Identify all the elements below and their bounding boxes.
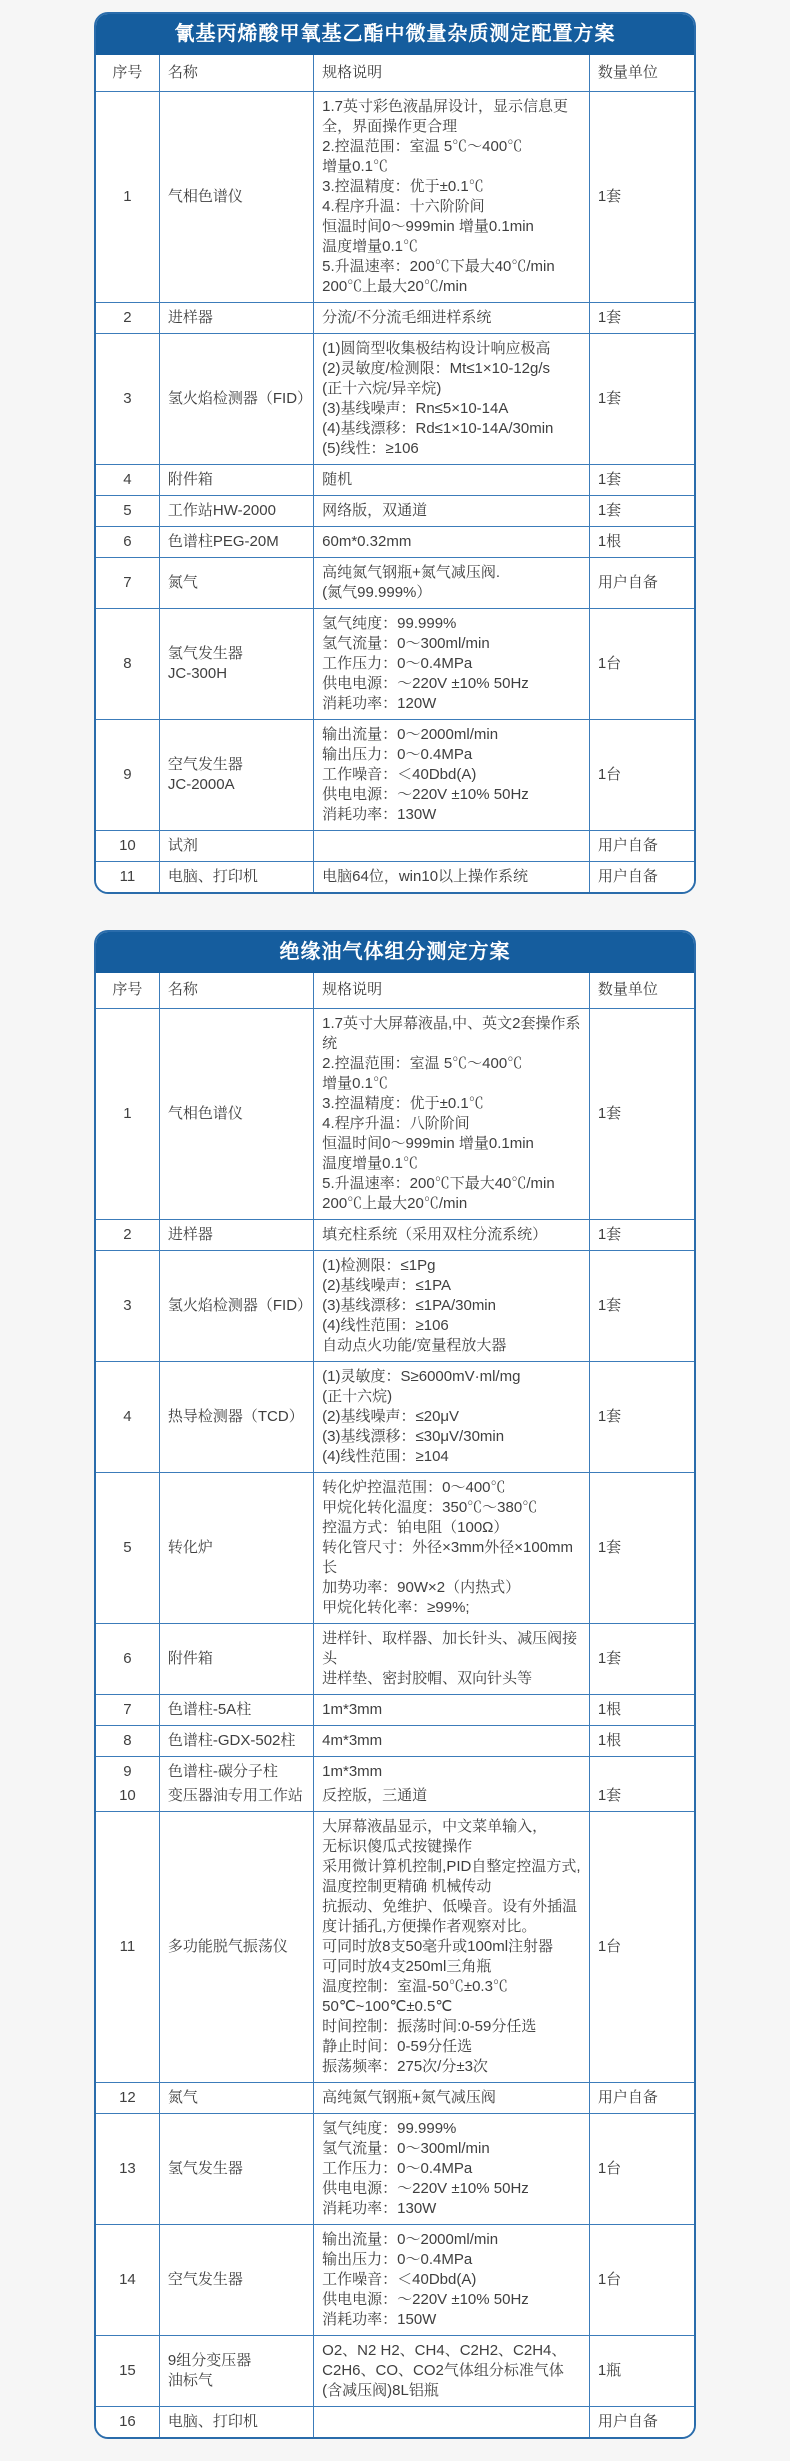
spec-line: 工作压力：0～0.4MPa — [322, 654, 473, 672]
bottom-spacer — [0, 2439, 790, 2461]
cell-index: 11 — [96, 1812, 159, 2083]
cell-quantity: 1套 — [589, 333, 694, 464]
spec-line: 消耗功率：130W — [322, 2200, 437, 2217]
cell-name — [159, 2336, 313, 2407]
name-line: 氢火焰检测器（FID） — [167, 389, 313, 407]
cell-quantity: 1根 — [589, 526, 694, 557]
spec-line: 4m*3mm — [322, 1732, 383, 1749]
cell-quantity: 用户自备 — [589, 2083, 694, 2114]
name-line: 色谱柱-5A柱 — [167, 1701, 252, 1718]
spec-line: 温度增量0.1℃ — [322, 1155, 419, 1172]
cell-quantity: 1根 — [589, 1726, 694, 1757]
cell-spec — [314, 719, 590, 830]
spec-line: 1m*3mm — [322, 1701, 383, 1718]
spec-line: 反控版，三通道 — [322, 1787, 428, 1804]
spec-line: 工作噪音：＜40Dbd(A) — [322, 765, 477, 783]
spec-line: 恒温时间0～999min 增量0.1min — [322, 1135, 534, 1152]
cell-name — [159, 2083, 313, 2114]
spec-line: 2.控温范围：室温 5℃～400℃ — [322, 1055, 523, 1072]
cell-spec — [314, 2407, 590, 2438]
spec-line: 氢气纯度：99.999% — [322, 614, 457, 632]
cell-quantity: 1台 — [589, 2114, 694, 2225]
column-header: 数量单位 — [589, 55, 694, 91]
cell-name — [159, 1220, 313, 1251]
spec-line: 3.控温精度：优于±0.1℃ — [322, 177, 484, 195]
cell-quantity: 1根 — [589, 1695, 694, 1726]
spec-line: 4.程序升温：十六阶阶间 — [322, 197, 485, 215]
column-header: 序号 — [96, 973, 159, 1009]
spec-line: (氮气99.999%） — [322, 583, 432, 601]
name-line: 空气发生器 — [167, 2271, 243, 2288]
spec-line: 氢气流量：0～300ml/min — [322, 2140, 490, 2157]
name-line: 试剂 — [167, 836, 198, 854]
cell-name — [159, 1473, 313, 1624]
column-header: 数量单位 — [589, 973, 694, 1009]
spec-line: 自动点火功能/宽量程放大器 — [322, 1337, 507, 1354]
spec-line: 1.7英寸彩色液晶屏设计，显示信息更全，界面操作更合理 — [322, 97, 569, 135]
table-row — [96, 333, 694, 464]
table-title: 氰基丙烯酸甲氧基乙酯中微量杂质测定配置方案 — [96, 14, 694, 55]
spec-line: (4)线性范围：≥104 — [322, 1448, 449, 1465]
cell-spec — [314, 495, 590, 526]
spec-line: O2、N2 H2、CH4、C2H2、C2H4、C2H6、CO、CO2气体组分标准气体(含减压阀)8L铝瓶 — [322, 2342, 567, 2399]
spec-line: 氢气纯度：99.999% — [322, 2120, 457, 2137]
spec-line: 甲烷化转化率：≥99%; — [322, 1599, 470, 1616]
cell-index: 15 — [96, 2336, 159, 2407]
cell-quantity: 1台 — [589, 2225, 694, 2336]
cell-quantity: 1套 — [589, 91, 694, 302]
table-row — [96, 91, 694, 302]
spec-line: 加势功率：90W×2（内热式） — [322, 1579, 521, 1596]
name-line: 氮气 — [167, 2089, 198, 2106]
spec-line: 4.程序升温：八阶阶间 — [322, 1115, 470, 1132]
table-row — [96, 1757, 694, 1785]
table-row — [96, 861, 694, 892]
cell-spec — [314, 557, 590, 608]
column-header: 规格说明 — [314, 55, 590, 91]
spec-line: 转化炉控温范围：0～400℃ — [322, 1479, 506, 1496]
spec-line: (正十六烷/异辛烷) — [322, 379, 442, 397]
cell-quantity: 用户自备 — [589, 861, 694, 892]
cell-index: 3 — [96, 1251, 159, 1362]
cell-name — [159, 1362, 313, 1473]
cell-spec — [314, 861, 590, 892]
name-line: 色谱柱-碳分子柱 — [167, 1763, 278, 1780]
cell-index: 7 — [96, 557, 159, 608]
spec-line: (3)基线漂移：≤1PA/30min — [322, 1297, 496, 1314]
cell-index: 10 — [96, 1784, 159, 1812]
spec-line: 60m*0.32mm — [322, 532, 412, 550]
cell-index: 16 — [96, 2407, 159, 2438]
cell-quantity: 1套 — [589, 1784, 694, 1812]
spec-line: 输出流量：0～2000ml/min — [322, 725, 499, 743]
name-line: 氮气 — [167, 573, 198, 591]
name-line: 气相色谱仪 — [167, 1105, 243, 1122]
cell-name — [159, 719, 313, 830]
cell-spec — [314, 1220, 590, 1251]
spec-line: (2)灵敏度/检测限：Mt≤1×10-12g/s — [322, 359, 551, 377]
cell-index: 9 — [96, 719, 159, 830]
name-line: 气相色谱仪 — [167, 187, 243, 205]
name-line: 热导检测器（TCD） — [167, 1408, 304, 1425]
spec-line: 温度控制：室温-50℃±0.3℃ — [322, 1978, 508, 1995]
table-row — [96, 1624, 694, 1695]
spec-line: (4)线性范围：≥106 — [322, 1317, 449, 1334]
name-line: 进样器 — [167, 1226, 213, 1243]
cell-index: 11 — [96, 861, 159, 892]
name-line: 空气发生器 — [167, 755, 243, 773]
spec-line: 输出压力：0～0.4MPa — [322, 745, 473, 763]
spec-line: 转化管尺寸：外径×3mm外径×100mm长 — [322, 1539, 574, 1576]
spec-line: (4)基线漂移：Rd≤1×10-14A/30min — [322, 419, 554, 437]
spec-line: (2)基线噪声：≤1PA — [322, 1277, 451, 1294]
page — [0, 12, 790, 2461]
spec-line: 200℃上最大20℃/min — [322, 1195, 468, 1212]
name-line: 色谱柱PEG-20M — [167, 532, 279, 550]
table-row — [96, 2225, 694, 2336]
cell-name — [159, 495, 313, 526]
cell-name — [159, 1757, 313, 1785]
spec-line: 供电电源：～220V ±10% 50Hz — [322, 2291, 529, 2308]
cell-spec — [314, 333, 590, 464]
name-line: 多功能脱气振荡仪 — [167, 1938, 288, 1955]
cell-quantity: 1套 — [589, 1362, 694, 1473]
cell-name — [159, 526, 313, 557]
cell-index: 1 — [96, 1009, 159, 1220]
cell-index: 2 — [96, 302, 159, 333]
cell-index: 6 — [96, 526, 159, 557]
cell-spec — [314, 1726, 590, 1757]
spec-line: 温度控制更精确 机械传动 — [322, 1878, 492, 1895]
name-line: 转化炉 — [167, 1539, 213, 1556]
cell-name — [159, 464, 313, 495]
spec-line: 分流/不分流毛细进样系统 — [322, 308, 492, 326]
spec-line: 2.控温范围：室温 5℃～400℃ — [322, 137, 523, 155]
spec-line: 进样针、取样器、加长针头、减压阀接头 — [322, 1630, 578, 1667]
name-line: JC-300H — [167, 664, 228, 682]
table-row — [96, 526, 694, 557]
header-row — [96, 973, 694, 1009]
spec-line: (1)检测限：≤1Pg — [322, 1257, 436, 1274]
table-row — [96, 719, 694, 830]
cell-quantity: 用户自备 — [589, 2407, 694, 2438]
cell-quantity: 1套 — [589, 302, 694, 333]
spec-line: 消耗功率：130W — [322, 805, 437, 823]
cell-index: 8 — [96, 1726, 159, 1757]
cell-name — [159, 1624, 313, 1695]
cell-quantity: 1套 — [589, 1473, 694, 1624]
table-row — [96, 1695, 694, 1726]
name-line: 变压器油专用工作站 — [167, 1787, 303, 1804]
spec-line: 控温方式：铂电阻（100Ω） — [322, 1519, 509, 1536]
name-line: 色谱柱-GDX-502柱 — [167, 1732, 296, 1749]
cell-spec — [314, 830, 590, 861]
name-line: 电脑、打印机 — [167, 867, 258, 885]
cell-quantity: 1瓶 — [589, 2336, 694, 2407]
cell-index: 10 — [96, 830, 159, 861]
cell-spec — [314, 1757, 590, 1785]
table-row — [96, 1726, 694, 1757]
cell-spec — [314, 464, 590, 495]
cell-index: 8 — [96, 608, 159, 719]
name-line: JC-2000A — [167, 775, 235, 793]
spec-line: 1.7英寸大屏幕液晶,中、英文2套操作系统 — [322, 1015, 581, 1052]
cell-spec — [314, 1362, 590, 1473]
cell-name — [159, 830, 313, 861]
name-line: 氢气发生器 — [167, 644, 243, 662]
spec-line: (1)圆筒型收集极结构设计响应极高 — [322, 339, 551, 357]
cell-spec — [314, 608, 590, 719]
spec-line: 工作压力：0～0.4MPa — [322, 2160, 473, 2177]
cell-quantity: 1套 — [589, 1624, 694, 1695]
cell-quantity: 用户自备 — [589, 830, 694, 861]
spec-line: 电脑64位，win10以上操作系统 — [322, 867, 529, 885]
cell-quantity: 1台 — [589, 1812, 694, 2083]
spec-line: 消耗功率：150W — [322, 2311, 437, 2328]
spec-line: 大屏幕液晶显示，中文菜单输入， — [322, 1818, 548, 1835]
spec-line: 供电电源：～220V ±10% 50Hz — [322, 2180, 529, 2197]
cell-name — [159, 2225, 313, 2336]
spec-line: 5.升温速率：200℃下最大40℃/min — [322, 257, 555, 275]
table-row — [96, 1812, 694, 2083]
cell-name — [159, 1726, 313, 1757]
name-line: 电脑、打印机 — [167, 2413, 258, 2430]
spec-line: 采用微计算机控制,PID自整定控温方式, — [322, 1858, 581, 1875]
cell-quantity: 1套 — [589, 464, 694, 495]
column-header: 序号 — [96, 55, 159, 91]
cell-name — [159, 91, 313, 302]
spec-line: 时间控制：振荡时间:0-59分任选 — [322, 2018, 537, 2035]
table-row — [96, 1009, 694, 1220]
cell-spec — [314, 2336, 590, 2407]
table-panel-impurity-plan — [94, 12, 696, 894]
spec-line: 200℃上最大20℃/min — [322, 277, 468, 295]
table-row — [96, 830, 694, 861]
cell-index: 6 — [96, 1624, 159, 1695]
spec-line: 5.升温速率：200℃下最大40℃/min — [322, 1175, 555, 1192]
cell-spec — [314, 2114, 590, 2225]
spec-line: 输出流量：0～2000ml/min — [322, 2231, 499, 2248]
name-line: 9组分变压器 — [167, 2352, 252, 2369]
cell-quantity: 1台 — [589, 608, 694, 719]
spec-line: 供电电源：～220V ±10% 50Hz — [322, 785, 529, 803]
name-line: 氢火焰检测器（FID） — [167, 1297, 313, 1314]
spec-line: 恒温时间0～999min 增量0.1min — [322, 217, 534, 235]
spec-line: 抗振动、免维护、低噪音。设有外插温度计插孔,方便操作者观察对比。 — [322, 1898, 578, 1935]
table-title: 绝缘油气体组分测定方案 — [96, 932, 694, 973]
cell-quantity: 1套 — [589, 1009, 694, 1220]
column-header: 名称 — [159, 55, 313, 91]
spec-line: 1m*3mm — [322, 1763, 383, 1780]
spec-line: 网络版，双通道 — [322, 501, 428, 519]
spec-line: 无标识傻瓜式按键操作 — [322, 1838, 473, 1855]
table-row — [96, 2336, 694, 2407]
column-header: 名称 — [159, 973, 313, 1009]
spec-line: 增量0.1℃ — [322, 157, 389, 175]
table-row — [96, 1362, 694, 1473]
spec-line: 输出压力：0～0.4MPa — [322, 2251, 473, 2268]
table-row — [96, 1251, 694, 1362]
cell-quantity: 1套 — [589, 495, 694, 526]
cell-name — [159, 608, 313, 719]
cell-spec — [314, 1009, 590, 1220]
spec-line: (2)基线噪声：≤20μV — [322, 1408, 460, 1425]
spec-line: (1)灵敏度：S≥6000mV·ml/mg — [322, 1368, 521, 1385]
spec-line: (3)基线漂移：≤30μV/30min — [322, 1428, 505, 1445]
cell-index: 1 — [96, 91, 159, 302]
cell-index: 2 — [96, 1220, 159, 1251]
spec-line: 甲烷化转化温度：350℃～380℃ — [322, 1499, 538, 1516]
cell-name — [159, 861, 313, 892]
spec-line: 可同时放4支250ml三角瓶 — [322, 1958, 492, 1975]
spec-line: 振荡频率：275次/分±3次 — [322, 2058, 488, 2075]
cell-index: 3 — [96, 333, 159, 464]
cell-name — [159, 302, 313, 333]
cell-spec — [314, 2083, 590, 2114]
cell-spec — [314, 1624, 590, 1695]
spec-line: (正十六烷) — [322, 1388, 393, 1405]
cell-index: 14 — [96, 2225, 159, 2336]
spec-line: 50℃~100℃±0.5℃ — [322, 1998, 453, 2015]
table-row — [96, 608, 694, 719]
name-line: 油标气 — [167, 2372, 213, 2389]
spec-line: (3)基线噪声：Rn≤5×10-14A — [322, 399, 509, 417]
cell-spec — [314, 302, 590, 333]
name-line: 附件箱 — [167, 1650, 213, 1667]
table-row — [96, 1473, 694, 1624]
cell-name — [159, 1251, 313, 1362]
cell-quantity — [589, 1757, 694, 1785]
table-row — [96, 1784, 694, 1812]
cell-spec — [314, 2225, 590, 2336]
cell-quantity: 用户自备 — [589, 557, 694, 608]
table-row — [96, 557, 694, 608]
cell-index: 5 — [96, 1473, 159, 1624]
table-row — [96, 464, 694, 495]
table-panel-insulating-oil-plan — [94, 930, 696, 2440]
name-line: 工作站HW-2000 — [167, 501, 276, 519]
spec-table — [96, 973, 694, 2438]
spec-line: 高纯氮气钢瓶+氮气减压阀. — [322, 563, 501, 581]
spec-line: 随机 — [322, 470, 353, 488]
cell-name — [159, 2114, 313, 2225]
spec-line: 工作噪音：＜40Dbd(A) — [322, 2271, 477, 2288]
spec-line: 消耗功率：120W — [322, 694, 437, 712]
cell-quantity: 1套 — [589, 1251, 694, 1362]
cell-name — [159, 1695, 313, 1726]
cell-spec — [314, 91, 590, 302]
cell-index: 13 — [96, 2114, 159, 2225]
name-line: 附件箱 — [167, 470, 213, 488]
spec-line: 3.控温精度：优于±0.1℃ — [322, 1095, 484, 1112]
cell-index: 4 — [96, 464, 159, 495]
cell-name — [159, 557, 313, 608]
cell-quantity: 1套 — [589, 1220, 694, 1251]
cell-index: 9 — [96, 1757, 159, 1785]
cell-name — [159, 1784, 313, 1812]
spec-line: 增量0.1℃ — [322, 1075, 389, 1092]
spec-line: 可同时放8支50毫升或100ml注射器 — [322, 1938, 554, 1955]
table-row — [96, 495, 694, 526]
spec-line: 氢气流量：0～300ml/min — [322, 634, 490, 652]
cell-index: 12 — [96, 2083, 159, 2114]
cell-index: 5 — [96, 495, 159, 526]
name-line: 氢气发生器 — [167, 2160, 243, 2177]
cell-name — [159, 1812, 313, 2083]
column-header: 规格说明 — [314, 973, 590, 1009]
cell-spec — [314, 526, 590, 557]
cell-name — [159, 333, 313, 464]
table-row — [96, 2114, 694, 2225]
table-row — [96, 2407, 694, 2438]
cell-spec — [314, 1695, 590, 1726]
cell-name — [159, 2407, 313, 2438]
spec-line: 温度增量0.1℃ — [322, 237, 419, 255]
spec-line: 高纯氮气钢瓶+氮气减压阀 — [322, 2089, 496, 2106]
cell-spec — [314, 1784, 590, 1812]
table-row — [96, 302, 694, 333]
spec-line: 供电电源：～220V ±10% 50Hz — [322, 674, 529, 692]
table-row — [96, 1220, 694, 1251]
spec-line: 填充柱系统（采用双柱分流系统） — [322, 1226, 548, 1243]
spec-line: 进样垫、密封胶帽、双向针头等 — [322, 1670, 533, 1687]
spec-table — [96, 55, 694, 892]
cell-index: 7 — [96, 1695, 159, 1726]
spec-line: 静止时间：0-59分任选 — [322, 2038, 473, 2055]
cell-index: 4 — [96, 1362, 159, 1473]
table-row — [96, 2083, 694, 2114]
cell-quantity: 1台 — [589, 719, 694, 830]
cell-spec — [314, 1251, 590, 1362]
header-row — [96, 55, 694, 91]
cell-name — [159, 1009, 313, 1220]
cell-spec — [314, 1812, 590, 2083]
cell-spec — [314, 1473, 590, 1624]
spec-line: (5)线性：≥106 — [322, 439, 419, 457]
name-line: 进样器 — [167, 308, 213, 326]
